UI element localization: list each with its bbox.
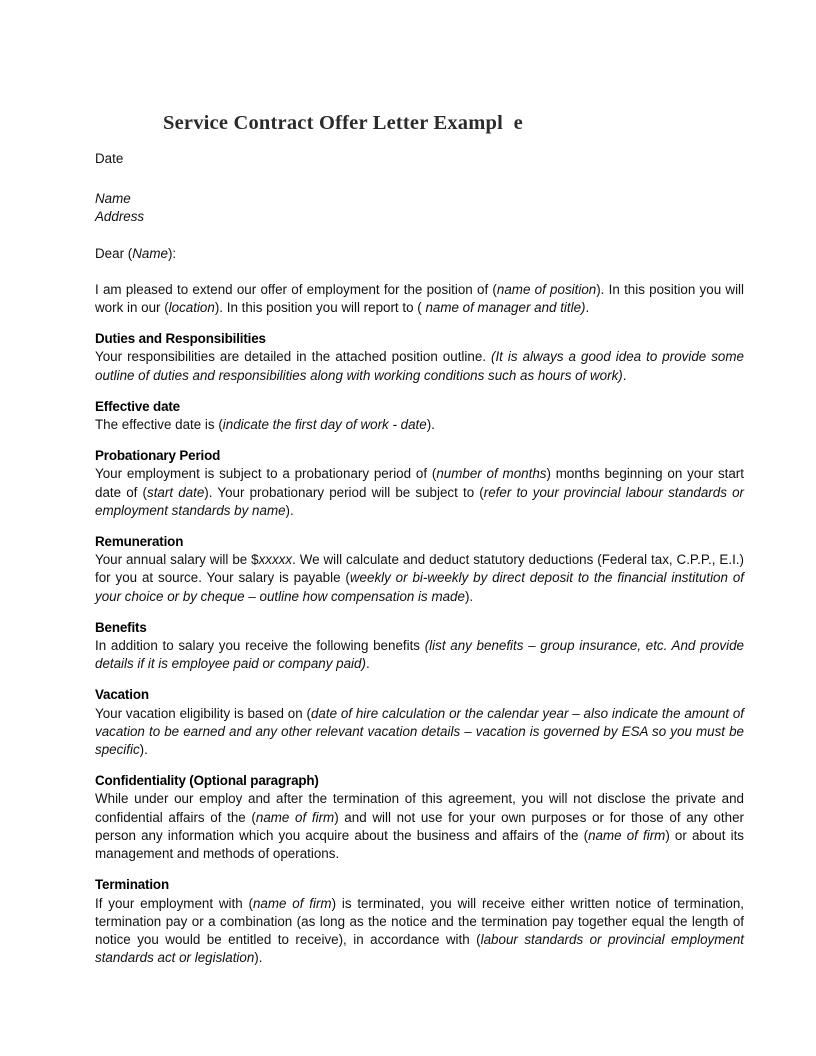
section-heading-confidentiality: Confidentiality (Optional paragraph) — [95, 773, 319, 789]
spacer — [95, 168, 744, 190]
confidentiality-placeholder-firm-1: name of firm — [255, 809, 335, 825]
remuneration-text-1: Your annual salary will be $ — [95, 552, 259, 568]
section-benefits — [95, 619, 744, 674]
termination-text-3: ). — [254, 950, 263, 966]
probation-placeholder-start-date: start date — [147, 484, 205, 500]
section-remuneration — [95, 533, 744, 606]
spacer — [95, 227, 744, 245]
section-duties — [95, 330, 744, 385]
confidentiality-placeholder-firm-2: name of firm — [588, 827, 666, 843]
termination-placeholder-firm: name of firm — [252, 895, 332, 911]
section-body-benefits — [95, 637, 744, 673]
section-body-vacation — [95, 705, 744, 760]
vacation-text-1: Your vacation eligibility is based on ( — [95, 705, 311, 721]
termination-text-1: If your employment with ( — [95, 895, 253, 911]
termination-text-2: ) is terminated, you will receive either written notice of termination, termination pay or a combination (as long as the notice and the termination pay together equal the length of notice you would be entitled to receive), in accordance with ( — [95, 895, 744, 947]
section-termination — [95, 876, 744, 967]
section-heading-duties: Duties and Responsibilities — [95, 331, 266, 347]
salutation-suffix: ): — [167, 245, 177, 261]
intro-text-3: ). In this position you will report to ( — [214, 300, 422, 316]
effective-placeholder-1: indicate the first day of work - date — [222, 417, 427, 433]
section-heading-benefits: Benefits — [95, 619, 147, 635]
intro-paragraph — [95, 281, 744, 317]
date-label: Date — [95, 151, 124, 166]
intro-placeholder-position: name of position — [496, 281, 597, 297]
section-body-effective-date — [95, 416, 744, 434]
section-body-termination — [95, 895, 744, 968]
probation-placeholder-months: number of months — [436, 466, 547, 482]
section-heading-effective-date: Effective date — [95, 398, 180, 414]
benefits-text-1: In addition to salary you receive the following benefits — [95, 638, 425, 654]
effective-text-2: ). — [426, 417, 435, 433]
document-body — [95, 150, 744, 967]
recipient-address: Address — [95, 209, 145, 225]
remuneration-placeholder-salary: xxxxx — [258, 552, 293, 568]
section-heading-termination: Termination — [95, 877, 169, 893]
vacation-placeholder-1: date of hire calculation or the calendar year – also indicate the amount of vacation to be earned and any other relevant vacation details – vacation is governed by ESA so you must be specific — [95, 705, 744, 758]
confidentiality-text-3: ) or about its management and methods of operations. — [95, 827, 744, 862]
intro-text-4: . — [585, 300, 590, 316]
intro-text-2: ). In this position you will work in our ( — [95, 281, 744, 316]
effective-text-1: The effective date is ( — [95, 417, 223, 433]
section-effective-date — [95, 398, 744, 434]
remuneration-text-3: ). — [464, 588, 474, 604]
intro-placeholder-location: location — [168, 300, 215, 316]
section-probationary-period — [95, 447, 744, 520]
probation-text-1: Your employment is subject to a probationary period of ( — [95, 466, 437, 482]
duties-text-2: . — [622, 367, 627, 383]
section-body-duties — [95, 348, 744, 384]
section-heading-vacation: Vacation — [95, 687, 149, 703]
section-body-probationary-period — [95, 465, 744, 520]
duties-text-1: Your responsibilities are detailed in the attached position outline. — [95, 349, 491, 365]
salutation-prefix: Dear ( — [95, 245, 133, 261]
section-body-confidentiality — [95, 790, 744, 863]
probation-text-3: ). Your probationary period will be subject to ( — [204, 484, 484, 500]
probation-text-2: ) months beginning on your start date of ( — [95, 466, 744, 500]
intro-text-1: I am pleased to extend our offer of employment for the position of ( — [95, 281, 497, 297]
section-confidentiality — [95, 772, 744, 863]
section-heading-remuneration: Remuneration — [95, 534, 184, 550]
page-title: Service Contract Offer Letter Exampl e — [163, 112, 523, 134]
benefits-placeholder-1: (list any benefits – group insurance, etc. And provide details if it is employee paid or company paid) — [95, 638, 745, 672]
remuneration-placeholder-payment: weekly or bi-weekly by direct deposit to the financial institution of your choice or by cheque – outline how compensation is made — [95, 570, 744, 604]
termination-placeholder-standards: labour standards or provincial employment standards act or legislation — [95, 931, 744, 966]
salutation-placeholder: Name — [132, 245, 168, 261]
remuneration-text-2: . We will calculate and deduct statutory deductions (Federal tax, C.P.P., E.I.) for you at source. Your salary is payable ( — [95, 552, 744, 586]
probation-placeholder-standards: refer to your provincial labour standards or employment standards by name — [95, 484, 744, 518]
vacation-text-2: ). — [139, 742, 148, 758]
section-vacation — [95, 686, 744, 759]
section-body-remuneration — [95, 551, 744, 606]
recipient-name: Name — [95, 191, 131, 207]
section-heading-probationary-period: Probationary Period — [95, 448, 221, 464]
spacer — [95, 263, 744, 281]
duties-placeholder-1: (It is always a good idea to provide some outline of duties and responsibilities along with working conditions such as hours of work) — [95, 349, 744, 383]
confidentiality-text-1: While under our employ and after the termination of this agreement, you will not disclose the private and confidential affairs of the ( — [95, 791, 744, 825]
probation-text-4: ). — [285, 502, 294, 518]
benefits-text-2: . — [365, 656, 370, 672]
salutation — [95, 245, 744, 263]
confidentiality-text-2: ) and will not use for your own purposes or for those of any other person any information which you acquire about the business and affairs of the ( — [95, 809, 744, 843]
intro-placeholder-manager: name of manager and title) — [421, 300, 586, 316]
